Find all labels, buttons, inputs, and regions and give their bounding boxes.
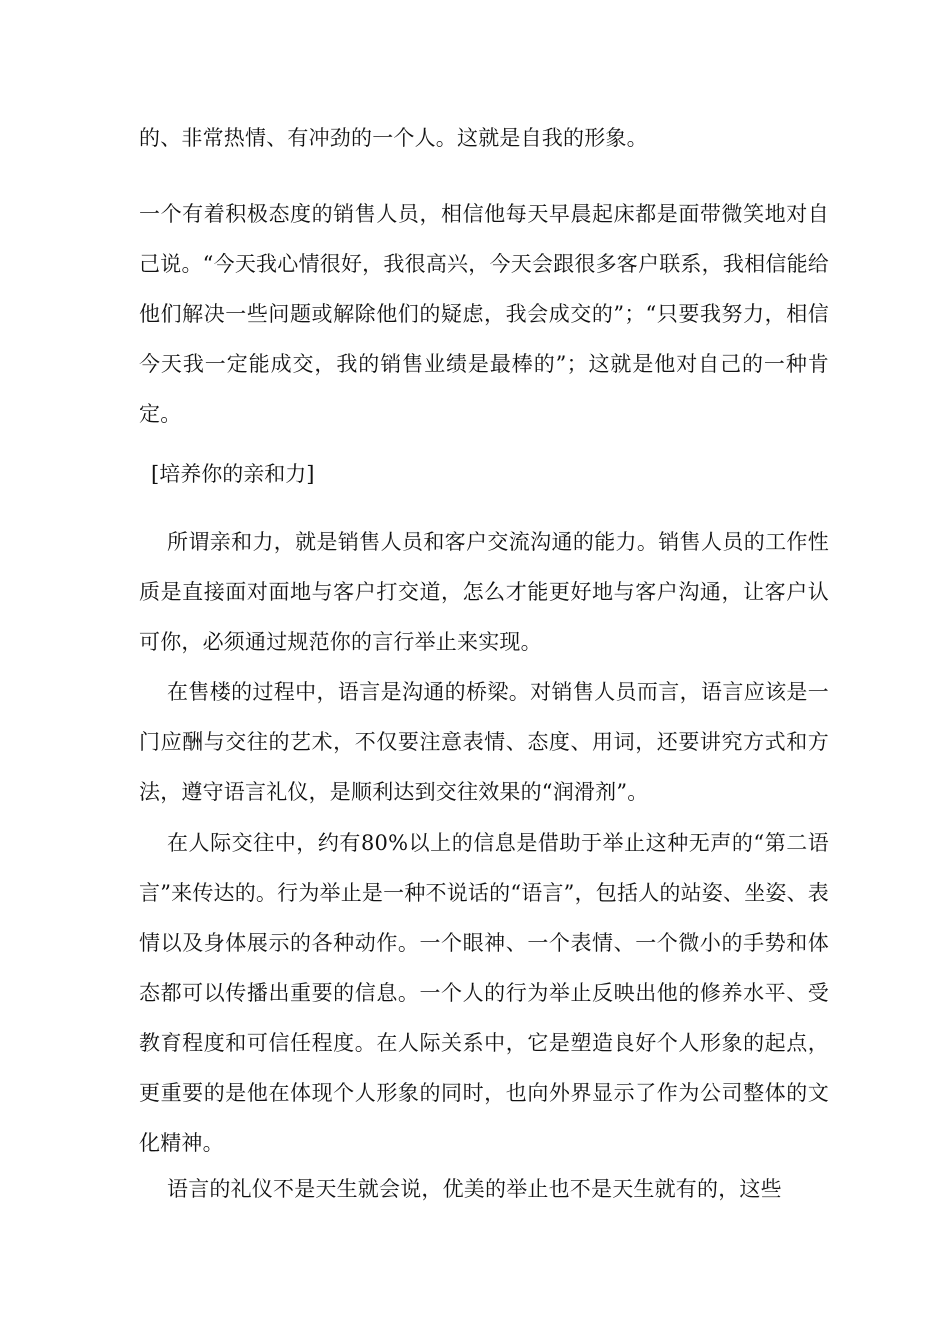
paragraph-self-image-end: 的、非常热情、有冲劲的一个人。这就是自我的形象。 [139,126,648,150]
paragraph-body-language: 在人际交往中，约有80%以上的信息是借助于举止这种无声的“第二语言”来传达的。行为举止是一种不说话的“语言”，包括人的站姿、坐姿、表情以及身体展示的各种动作。一个眼神、一个表情、一个微小的手势和体态都可以传播出重要的信息。一个人的行为举止反映出他的修养水平、受教育程度和可信任程度。在人际关系中，它是塑造良好个人形象的起点，更重要的是他在体现个人形象的同时，也向外界显示了作为公司整体的文化精神。 [139,831,830,1155]
paragraph-affinity-definition: 所谓亲和力，就是销售人员和客户交流沟通的能力。销售人员的工作性质是直接面对面地与客户打交道，怎么才能更好地与客户沟通，让客户认可你，必须通过规范你的言行举止来实现。 [139,530,829,654]
paragraph-etiquette-learned: 语言的礼仪不是天生就会说，优美的举止也不是天生就有的，这些 [167,1177,782,1201]
paragraph-positive-attitude: 一个有着积极态度的销售人员，相信他每天早晨起床都是面带微笑地对自己说。“今天我心情很好，我很高兴，今天会跟很多客户联系，我相信能给他们解决一些问题或解除他们的疑虑，我会成交的”；“只要我努力，相信今天我一定能成交，我的销售业绩是最棒的”；这就是他对自己的一种肯定。 [139,202,829,426]
paragraph-language-bridge: 在售楼的过程中，语言是沟通的桥梁。对销售人员而言，语言应该是一门应酬与交往的艺术，不仅要注意表情、态度、用词，还要讲究方式和方法，遵守语言礼仪，是顺利达到交往效果的“润滑剂”。 [139,680,829,804]
section-heading: [培养你的亲和力] [151,462,315,486]
